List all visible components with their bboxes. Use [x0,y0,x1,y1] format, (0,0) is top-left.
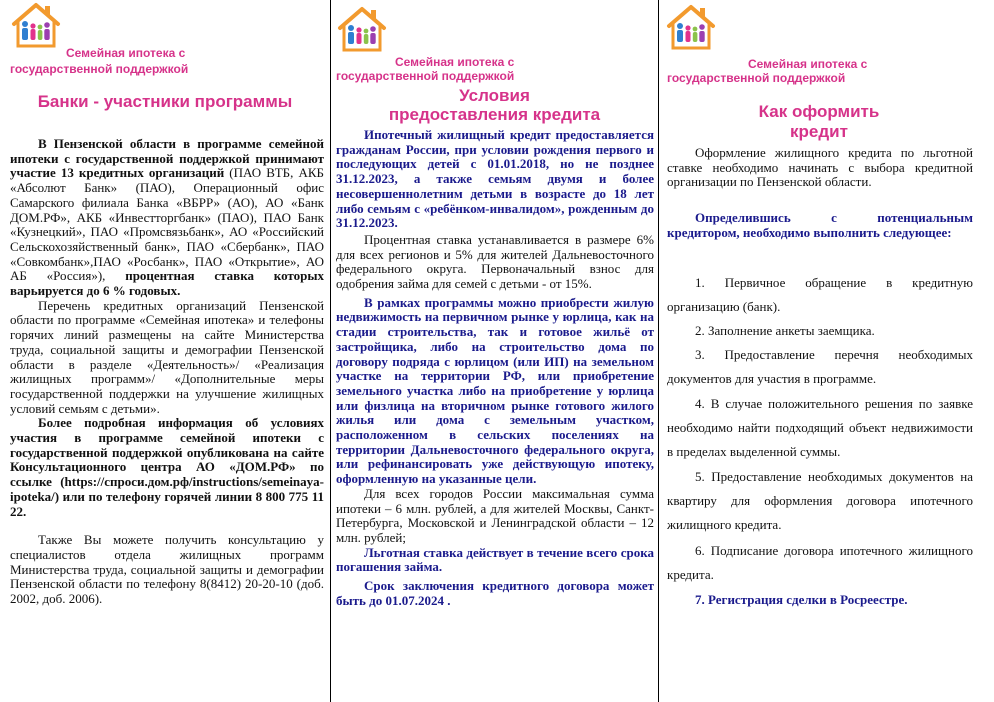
banks-hotlines-paragraph: Перечень кредитных организаций Пензенской области по программе «Семейная ипотека» и телефоны горячих линий размещены на сайте Министерства труда, социальной защиты и демографии Пензенской области в разделе «Деятельность»/ «Реализация жилищных программ»/ «Дополнительные меры государственной поддержки на улучшение жилищных условий семьям с детьми». [10,297,324,416]
banks-intro-bold: В Пензенской области в программе семейной ипотеки с государственной поддержкой принимают участие 13 кредитных организаций [10,136,324,181]
choose-bank-text: Оформление жилищного кредита по льготной ставке необходимо начинать с выбора кредитной организации по Пензенской области. [667,145,973,190]
column-conditions [331,0,658,702]
step-1: 1. Первичное обращение в кредитную организацию (банк). [667,275,973,314]
step-3: 3. Предоставление перечня необходимых документов для участия в программе. [667,347,973,386]
family-house-logo-icon [10,2,62,48]
family-house-logo-icon [665,4,717,50]
purposes-paragraph: В рамках программы можно приобрести жилую недвижимость на первичном рынке у юрлица, как на стадии строительства, так и готовое жильё от застройщика, либо на строительство дома по договору подряда с юрлицом (или ИП) на земельном участке на территории РФ, или приобретение земельного участка либо на приобретение у юрлица или физлица на вторичном рынке готового жилого жилья или дома с земельным участком, расположенном в сельских поселениях на территории Дальневосточного федерального округа, или рефинансировать уже действующую ипотеку, оформленную на указанные цели. [336,294,654,487]
max-amount-paragraph: Для всех городов России максимальная сумма ипотеки – 6 млн. рублей, а для жителей Москвы, Санкт-Петербурга, Московской и Ленинградской области – 12 млн. рублей; [336,485,654,545]
logo-caption-line2: государственной поддержкой [336,69,515,83]
deadline-paragraph: Срок заключения кредитного договора может быть до 01.07.2024 . [336,578,654,608]
ministry-consult-paragraph: Также Вы можете получить консультацию у специалистов отдела жилищных программ Министерства труда, социальной защиты и демографии Пензенской области по телефону 8(8412) 20-20-10 (доб. 2002, доб. 2006). [10,532,324,607]
rate-duration-paragraph: Льготная ставка действует в течение всего срока погашения займа. [336,544,654,575]
logo-caption-line2: государственной поддержкой [667,71,846,85]
section-title-how-to [659,102,979,142]
intro-paragraph [667,146,973,190]
section-title-banks: Банки - участники программы [37,92,293,111]
banks-list: (ПАО ВТБ, АКБ «Абсолют Банк» (ПАО), Операционный офис Самарского филиала Банка «ВБРР» (АО), АО «Банк ДОМ.РФ», АКБ «Инвестторгбанк» (ПАО), ПАО Банк «Кузнецкий», ПАО «Промсвязьбанк», АО «Российский Сельскохозяйственный банк», ПАО «Сбербанк», ПАО «Совкомбанк»,ПАО «Росбанк», ПАО «Открытие», АО АБ «Россия»), [10,165,324,284]
banks-rate: процентная ставка которых варьируется до 6 % годовых. [10,268,325,299]
logo-caption-line2: государственной поддержкой [10,62,189,76]
title-line-1: Условия [459,86,530,105]
banks-text [10,137,324,607]
step-5: 5. Предоставление необходимых документов на квартиру для оформления договора ипотечного жилищного кредита. [667,469,973,532]
rate-paragraph: Процентная ставка устанавливается в размере 6% для всех регионов и 5% для жителей Дальневосточного федерального округа. Первоначальный взнос для одобрения займа для семей с детьми - от 15%. [336,231,654,292]
logo-caption-line1: Семейная ипотека с [748,57,868,71]
family-house-logo-icon [336,6,388,52]
step-7: 7. Регистрация сделки в Росреестре. [695,592,908,607]
logo-caption-line1: Семейная ипотека с [395,55,515,69]
title-line-1: Как оформить [758,102,880,121]
title-line-2: предоставления кредита [388,105,601,124]
section-title-conditions [331,86,658,124]
logo-caption-line1: Семейная ипотека с [66,46,186,60]
step-6: 6. Подписание договора ипотечного жилищного кредита. [667,543,973,582]
conditions-text [336,128,654,609]
eligibility-paragraph: Ипотечный жилищный кредит предоставляется гражданам России, при условии рождения первого и последующих детей с 01.01.2018, но не позднее 31.12.2023, а также семьям двумя и более несовершеннолетним детьми в возрасте до 18 лет либо семьям с «ребёнком-инвалидом», рожденным до 31.12.2023. [336,127,654,231]
after-choice-text: Определившись с потенциальным кредитором, необходимо выполнить следующее: [667,210,973,240]
column-banks [0,0,330,702]
after-choice-paragraph [667,211,973,240]
step-2: 2. Заполнение анкеты заемщика. [695,323,875,338]
title-line-2: кредит [790,122,848,141]
column-how-to [659,0,994,702]
domrf-info-paragraph: Более подробная информация об условиях участия в программе семейной ипотеки с государственной поддержкой опубликована на сайте Консультационного центра АО «ДОМ.РФ» по ссылке (https://спроси.дом.рф/instructions/semeinaya-ipoteka/) или по телефону горячей линии 8 800 775 11 22. [10,415,324,519]
step-4: 4. В случае положительного решения по заявке необходимо найти подходящий объект недвижимости в пределах выделенной суммы. [667,396,973,459]
